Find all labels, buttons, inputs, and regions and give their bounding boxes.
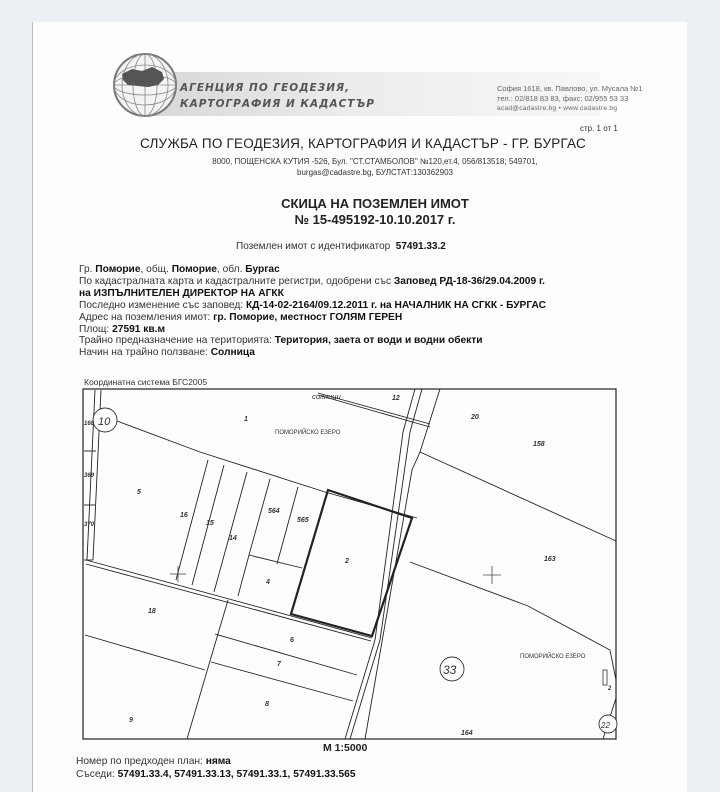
circle-label-33: 33 [443,663,457,677]
parcel-label: 164 [461,730,473,737]
municipality-value: Поморие [171,264,217,275]
page-number: стр. 1 от 1 [580,124,618,133]
map-scale: М 1:5000 [323,742,368,754]
approval-order: Заповед РД-18-36/29.04.2009 г. [393,275,545,287]
area-label: Площ: [79,323,110,335]
parcel-label: 370 [84,522,95,528]
parcel-label: 6 [290,637,294,644]
parcel-label: 168 [84,421,95,427]
parcel-label: 14 [229,535,237,542]
parcel-label: 15 [206,520,214,527]
agency-name-line1: АГЕНЦИЯ ПО ГЕОДЕЗИЯ, [180,82,351,94]
footer-info [76,756,356,781]
area-value: 27591 кв.м [112,323,165,335]
parcel-label: 20 [471,414,479,421]
neighbors-label: Съседи: [76,768,115,780]
approval-label: По кадастралната карта и кадастралните регистри, одобрени със [79,275,392,287]
previous-plan-line [76,756,356,769]
document-number: № 15-495192-10.10.2017 г. [294,212,456,227]
city-value: Поморие [95,264,141,275]
last-change-label: Последно изменение със заповед: [79,299,244,311]
approval-authority: на ИЗПЪЛНИТЕЛЕН ДИРЕКТОР НА АГКК [79,287,284,299]
office-address-line1: 8000, ПОЩЕНСКА КУТИЯ -526, Бул. "СТ.СТАМБОЛОВ" №120,ет.4, 056/813518; 549701, [212,157,538,166]
parcel-label: 1 [244,416,248,423]
parcel-label: 158 [533,441,545,448]
office-address-line2: burgas@cadastre.bg, БУЛСТАТ:130362903 [297,168,453,177]
address-label: Адрес на поземления имот: [79,311,211,323]
previous-plan-label: Номер по предходен план: [76,756,203,767]
parcel-label: 5 [137,489,141,496]
parcel-label: 8 [265,701,269,708]
neighbors-value: 57491.33.4, 57491.33.13, 57491.33.1, 57491.33.565 [117,768,356,780]
street-label: солници [312,392,341,401]
contact-web: acad@cadastre.bg • www.cadastre.bg [497,105,618,112]
parcel-label: 2 [608,686,612,692]
neighbors-line [76,769,356,782]
region-value: Бургас [245,264,280,275]
parcel-label: 564 [268,508,280,515]
parcel-label: 565 [297,517,309,524]
parcel-label: 16 [180,512,188,519]
contact-phone: тел.: 02/818 83 83, факс: 02/955 53 33 [497,94,629,103]
region-label: обл. [222,264,243,275]
address-value: гр. Поморие, местност ГОЛЯМ ГЕРЕН [213,311,403,323]
lake-label: ПОМОРИЙСКО ЕЗЕРО [275,430,341,436]
purpose-value: Територия, заета от води и водни обекти [274,335,483,347]
previous-plan-value: няма [205,756,231,767]
municipality-label: общ. [146,264,169,275]
parcel-label: 7 [277,661,281,668]
usage-value: Солница [210,347,255,359]
last-change-value: КД-14-02-2164/09.12.2011 г. на НАЧАЛНИК НА СГКК - БУРГАС [245,299,546,311]
document-title: СКИЦА НА ПОЗЕМЛЕН ИМОТ [281,196,469,211]
parcel-label: 2 [345,558,349,565]
usage-label: Начин на трайно ползване: [79,347,208,359]
place-labels [275,392,586,660]
coordinate-system-label: Координатна система БГС2005 [84,377,208,387]
parcel-label: 18 [148,608,156,615]
location-line: Гр. Поморие, общ. Поморие, обл. Бургас [79,264,280,275]
circle-label-10: 10 [98,416,111,428]
identifier-label: Поземлен имот с идентификатор [236,241,391,252]
contact-address: София 1618, кв. Павлово, ул. Мусала №1 [497,84,643,93]
parcel-label: 163 [544,556,556,563]
parcel-label: 369 [84,473,95,479]
parcel-labels [84,395,612,737]
office-name: СЛУЖБА ПО ГЕОДЕЗИЯ, КАРТОГРАФИЯ И КАДАСТЪР - ГР. БУРГАС [140,136,586,151]
city-label: Гр. [79,264,93,275]
identifier-value: 57491.33.2 [395,241,446,252]
parcel-label: 4 [266,579,270,586]
purpose-label: Трайно предназначение на територията: [79,335,272,347]
parcel-label: 12 [392,395,400,402]
parcel-label: 9 [129,717,133,724]
agency-name-line2: КАРТОГРАФИЯ И КАДАСТЪР [180,98,376,110]
circle-label-22: 22 [601,721,610,730]
lake-label: ПОМОРИЙСКО ЕЗЕРО [520,654,586,660]
